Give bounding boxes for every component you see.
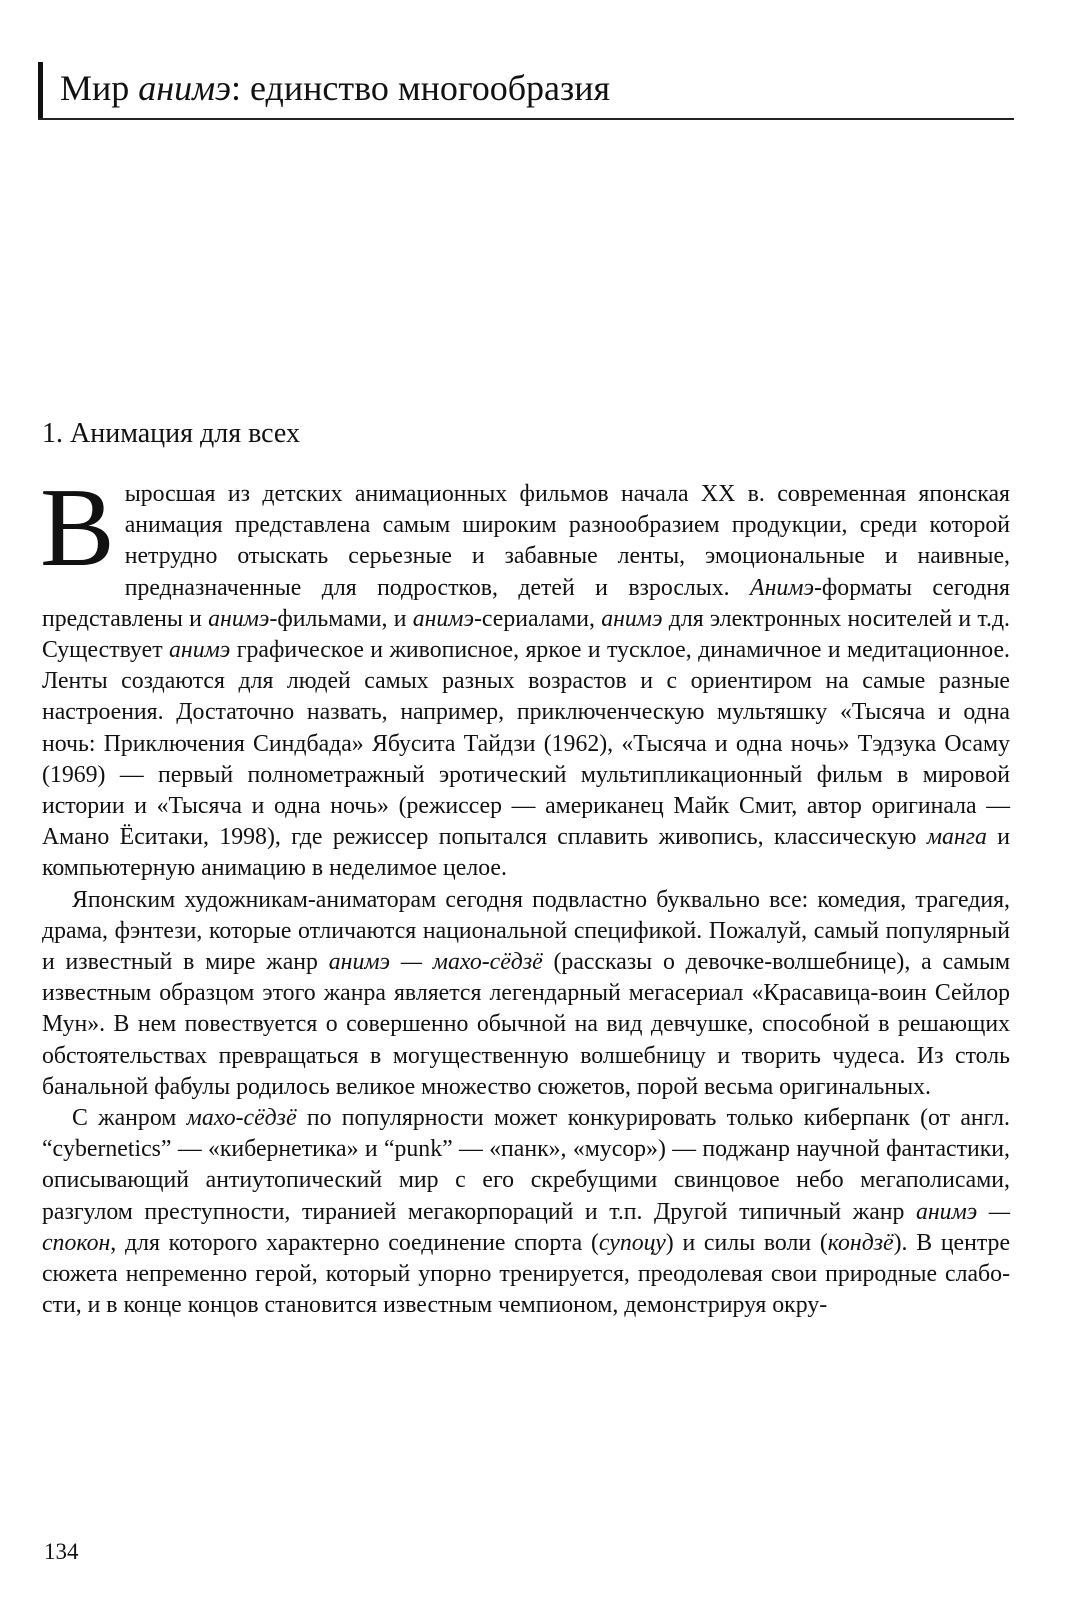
italic-term: анимэ	[169, 637, 231, 664]
drop-cap: В	[40, 466, 115, 590]
italic-term: анимэ	[601, 605, 663, 632]
paragraph-3	[42, 1103, 1010, 1321]
paragraph-1-text	[40, 466, 1011, 882]
chapter-title-italic: анимэ	[138, 68, 231, 108]
chapter-title	[60, 66, 610, 110]
paragraph-1	[40, 466, 1011, 885]
page-number: 134	[44, 1539, 79, 1564]
text-run: С жанром	[72, 1105, 187, 1132]
text-run: ыросшая из детских анимационных фильмов начала XX в. современная японская анимация представлена самым широким разнообразием продукции, среди которой нетрудно отыскать серьезные и забавные ленты, эмоциональные и наивные, предназначенные для подростков, детей и взрослых.	[124, 481, 1010, 601]
text-run: и компьютерную анимацию в неделимое целое.	[42, 824, 1011, 882]
text-run: (рассказы о девочке-волшебнице), а самым известным образцом этого жанра является легендарный мегасериал «Красавица-воин Сейлор Мун». В нем повествуется о совершенно обычной на вид девчушке, способной в решающих обстоятельствах превращаться в могущественную волшебницу и творить чудеса. Из столь банальной фабулы родилось великое множество сюжетов, порой весьма оригинальных.	[42, 949, 1010, 1100]
text-run: по популярности может конкурировать только киберпанк (от англ. “cybernetics” — «кибернетика» и “punk” — «панк», «мусор») — поджанр научной фантастики, описывающий антиутопический мир с его скребущими свинцовое небо мегаполисами, разгулом преступности, тиранией мегакорпораций и т.п. Другой типичный жанр	[42, 1105, 1010, 1225]
italic-term: анимэ — спокон	[42, 1198, 1010, 1256]
italic-term: анимэ	[208, 605, 270, 632]
italic-term: Анимэ	[750, 574, 814, 601]
running-header	[38, 60, 1014, 120]
body-text	[40, 466, 1011, 1321]
text-run: -сериалами,	[474, 605, 602, 632]
chapter-title-prefix: Мир	[60, 68, 139, 108]
text-run: для электронных носителей и т.д. Существует	[42, 605, 1011, 664]
italic-term: манга	[926, 824, 987, 851]
text-run: -форматы сегодня представлены и	[42, 574, 1010, 632]
text-run: Японским художникам-аниматорам сегодня подвластно буквально все: комедия, трагедия, драма, фэнтези, которые отличаются национальной спецификой. Пожалуй, самый популярный и известный в мире жанр	[42, 886, 1010, 976]
italic-term: анимэ — махо-сёдзё	[328, 949, 543, 976]
section-heading: 1. Анимация для всех	[42, 418, 300, 449]
chapter-title-suffix: : единство многообразия	[231, 68, 611, 108]
italic-term: махо-сёдзё	[186, 1105, 297, 1132]
text-run: ) и силы воли (	[665, 1229, 828, 1256]
text-run: графическое и живописное, яркое и тусклое, динамичное и медитационное. Ленты создаются для людей самых разных возрастов и с ориентиром на самые разные настроения. Достаточно назвать, например, приключенческую мультяшку «Тысяча и одна ночь: Приключения Синдбада» Ябусита Тайдзи (1962), «Тысяча и одна ночь» Тэдзука Осаму (1969) — первый полнометражный эротический мультипликационный фильм в мировой истории и «Тысяча и одна ночь» (режиссер — американец Майк Смит, автор оригинала — Амано Ёситаки, 1998), где режиссер попытался сплавить живопись, классическую	[42, 637, 1010, 851]
italic-term: кондзё	[827, 1229, 894, 1256]
paragraph-3-text	[42, 1105, 1010, 1318]
paragraph-2-text	[42, 887, 1010, 1100]
italic-term: супоцу	[598, 1229, 666, 1256]
text-run: , для которого характерно соединение спорта (	[110, 1229, 599, 1256]
paragraph-2	[42, 885, 1010, 1103]
italic-term: анимэ	[412, 605, 474, 632]
text-run: ). В центре сюжета непременно герой, который упорно тренируется, преодолевая свои природные слабости, и в конце концов становится известным чемпионом, демонстрируя окру-	[42, 1229, 1011, 1319]
text-run: -фильмами, и	[269, 605, 413, 632]
header-rule-bar	[38, 62, 43, 118]
